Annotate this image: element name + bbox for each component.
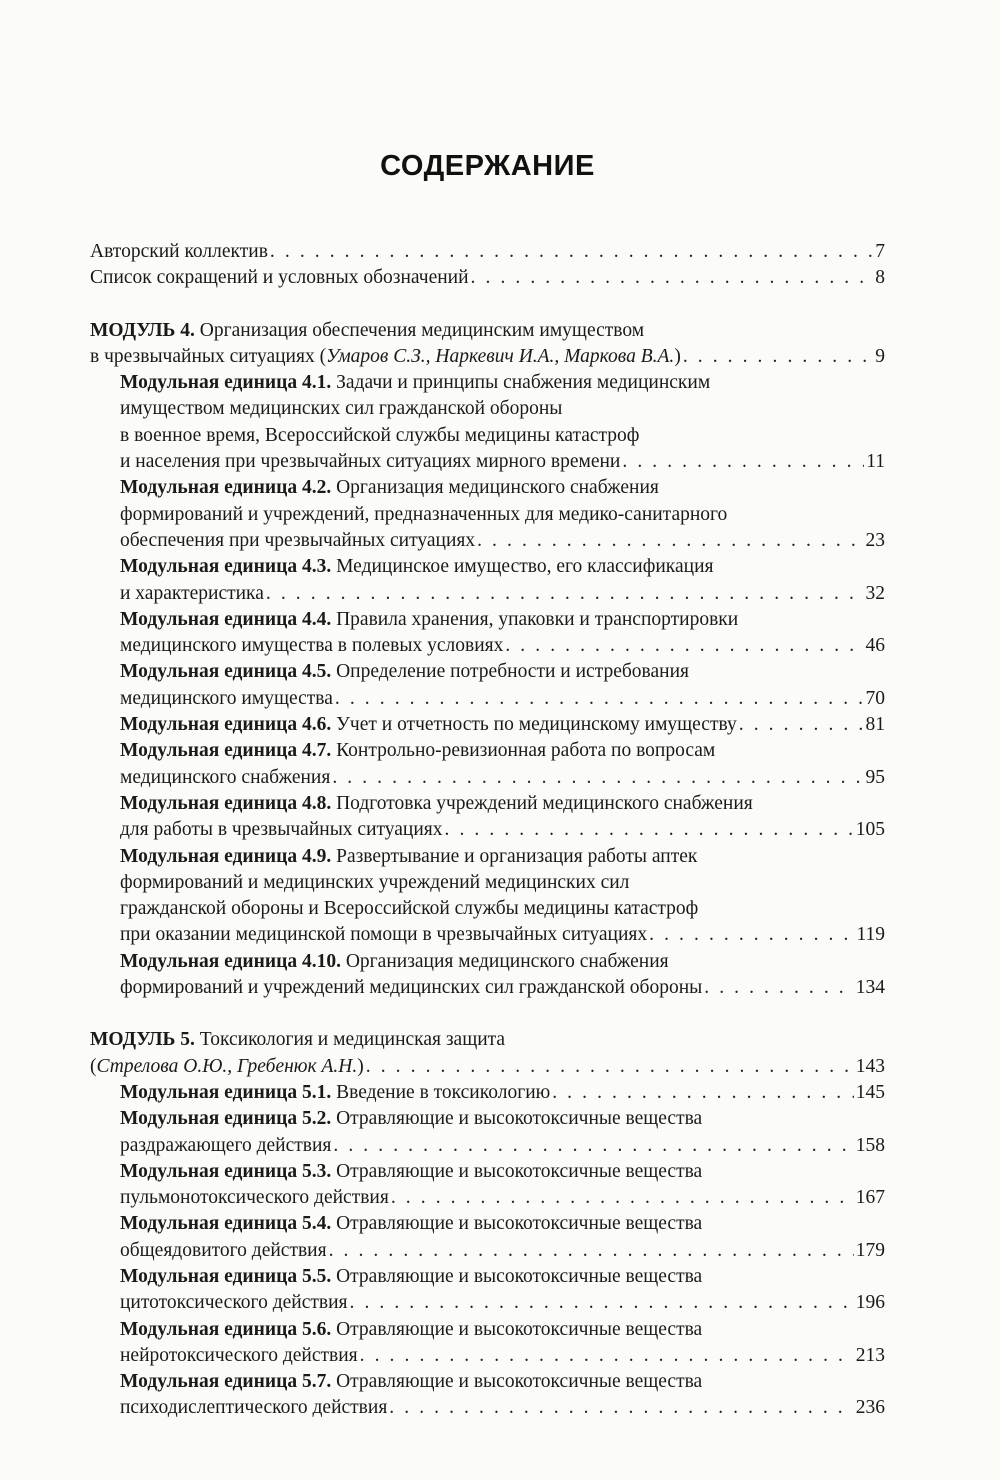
unit-line: пульмонотоксического действия . . . 167	[120, 1185, 885, 1211]
unit-line: при оказании медицинской помощи в чрезвычайных ситуациях . . . 119	[120, 922, 885, 948]
page-number[interactable]: 11	[866, 451, 885, 473]
unit-line: медицинского имущества в полевых условиях . . . 46	[120, 633, 885, 659]
dot-leader	[739, 712, 864, 738]
dot-leader	[389, 1395, 853, 1421]
page-number[interactable]: 143	[855, 1055, 885, 1077]
unit-line: психодислептического действия . . . 236	[120, 1395, 885, 1421]
module-label: МОДУЛЬ 5.	[90, 1029, 195, 1051]
page-number[interactable]: 134	[855, 977, 885, 999]
unit-label: Модульная единица 4.7.	[120, 740, 332, 762]
unit-line: формирований и медицинских учреждений медицинских сил	[120, 871, 630, 893]
dot-leader	[329, 1238, 854, 1264]
unit-line: Модульная единица 4.5. Определение потребности и истребования	[120, 659, 885, 685]
toc-entry[interactable]	[90, 265, 885, 291]
unit-entry[interactable]	[90, 844, 885, 949]
unit-label: Модульная единица 4.1.	[120, 372, 332, 394]
unit-label: Модульная единица 5.3.	[120, 1160, 332, 1182]
page-number[interactable]: 179	[855, 1239, 885, 1261]
unit-line: Модульная единица 5.2. Отравляющие и высокотоксичные вещества	[120, 1106, 885, 1132]
unit-entry[interactable]	[90, 475, 885, 554]
unit-entry[interactable]	[90, 1369, 885, 1422]
toc-line: Список сокращений и условных обозначений . . . 8	[90, 265, 885, 291]
module-authors-line: в чрезвычайных ситуациях (Умаров С.З., Наркевич И.А., Маркова В.А.) . . . 9	[90, 344, 885, 370]
unit-entry[interactable]	[90, 607, 885, 660]
unit-line: Модульная единица 4.9. Развертывание и организация работы аптек	[120, 844, 885, 870]
page-number[interactable]: 81	[865, 714, 885, 736]
unit-line: обеспечения при чрезвычайных ситуациях . . . 23	[120, 528, 885, 554]
dot-leader	[266, 581, 864, 607]
module-authors: Умаров С.З., Наркевич И.А., Маркова В.А.	[326, 345, 675, 367]
unit-label: Модульная единица 4.8.	[120, 792, 332, 814]
unit-entry[interactable]	[90, 949, 885, 1002]
page-number[interactable]: 119	[856, 924, 885, 946]
unit-line: Модульная единица 5.3. Отравляющие и высокотоксичные вещества	[120, 1159, 885, 1185]
unit-line: Модульная единица 5.1. Введение в токсикологию . . . 145	[120, 1080, 885, 1106]
page-number[interactable]: 158	[855, 1134, 885, 1156]
unit-line: Модульная единица 4.6. Учет и отчетность по медицинскому имуществу . . . 81	[120, 712, 885, 738]
unit-line: раздражающего действия . . . 158	[120, 1133, 885, 1159]
unit-line: нейротоксического действия . . . 213	[120, 1343, 885, 1369]
unit-line: общеядовитого действия . . . 179	[120, 1238, 885, 1264]
dot-leader	[622, 449, 864, 475]
unit-entry[interactable]	[90, 659, 885, 712]
page-number[interactable]: 9	[875, 345, 885, 367]
unit-entry[interactable]	[90, 791, 885, 844]
page-number[interactable]: 213	[855, 1344, 885, 1366]
unit-line: Модульная единица 4.4. Правила хранения, упаковки и транспортировки	[120, 607, 885, 633]
dot-leader	[350, 1290, 854, 1316]
page-number[interactable]: 46	[865, 635, 885, 657]
unit-entry[interactable]	[90, 554, 885, 607]
unit-label: Модульная единица 5.6.	[120, 1318, 332, 1340]
unit-entry[interactable]	[90, 712, 885, 738]
toc-line: Авторский коллектив . . . 7	[90, 239, 885, 265]
table-of-contents	[90, 239, 885, 1422]
unit-label: Модульная единица 4.3.	[120, 556, 332, 578]
unit-line: и характеристика . . . 32	[120, 581, 885, 607]
unit-entry[interactable]	[90, 1211, 885, 1264]
unit-line: Модульная единица 4.7. Контрольно-ревизионная работа по вопросам	[120, 738, 885, 764]
module-authors: Стрелова О.Ю., Гребенюк А.Н.	[96, 1055, 358, 1077]
unit-line: Модульная единица 5.4. Отравляющие и высокотоксичные вещества	[120, 1211, 885, 1237]
dot-leader	[505, 633, 863, 659]
unit-entry[interactable]	[90, 370, 885, 475]
unit-entry[interactable]	[90, 1159, 885, 1212]
dot-leader	[649, 922, 854, 948]
unit-line: имуществом медицинских сил гражданской обороны	[120, 398, 563, 420]
dot-leader	[366, 1054, 854, 1080]
unit-line: в военное время, Всероссийской службы медицины катастроф	[120, 424, 640, 446]
module-label: МОДУЛЬ 4.	[90, 319, 195, 341]
unit-line: Модульная единица 5.5. Отравляющие и высокотоксичные вещества	[120, 1264, 885, 1290]
dot-leader	[270, 239, 873, 265]
unit-label: Модульная единица 4.2.	[120, 477, 332, 499]
unit-line: для работы в чрезвычайных ситуациях . . . 105	[120, 817, 885, 843]
module-authors-line: (Стрелова О.Ю., Гребенюк А.Н.) . . . 143	[90, 1054, 885, 1080]
unit-line: Модульная единица 5.6. Отравляющие и высокотоксичные вещества	[120, 1317, 885, 1343]
unit-label: Модульная единица 5.7.	[120, 1371, 332, 1393]
dot-leader	[332, 765, 863, 791]
unit-label: Модульная единица 5.5.	[120, 1265, 332, 1287]
dot-leader	[335, 686, 864, 712]
module-entry[interactable]	[90, 1027, 885, 1080]
dot-leader	[471, 265, 874, 291]
unit-label: Модульная единица 4.5.	[120, 661, 332, 683]
unit-line: Модульная единица 4.8. Подготовка учреждений медицинского снабжения	[120, 791, 885, 817]
unit-entry[interactable]	[90, 738, 885, 791]
page-number[interactable]: 7	[875, 241, 885, 262]
page-number[interactable]: 167	[855, 1187, 885, 1209]
unit-line: медицинского имущества . . . 70	[120, 686, 885, 712]
dot-leader	[704, 975, 854, 1001]
dot-leader	[333, 1133, 853, 1159]
unit-line: формирований и учреждений медицинских сил гражданской обороны . . . 134	[120, 975, 885, 1001]
page-number[interactable]: 32	[865, 582, 885, 604]
page-title: СОДЕРЖАНИЕ	[380, 150, 595, 182]
unit-line: Модульная единица 5.7. Отравляющие и высокотоксичные вещества	[120, 1369, 885, 1395]
toc-page	[90, 150, 885, 1422]
dot-leader	[391, 1185, 854, 1211]
unit-line: формирований и учреждений, предназначенных для медико-санитарного	[120, 503, 728, 525]
page-number[interactable]: 145	[855, 1081, 885, 1103]
unit-entry[interactable]	[90, 1264, 885, 1317]
dot-leader	[552, 1080, 854, 1106]
page-number[interactable]: 8	[875, 267, 885, 289]
unit-label: Модульная единица 4.10.	[120, 950, 341, 972]
unit-label: Модульная единица 5.1.	[120, 1081, 332, 1103]
unit-entry[interactable]	[90, 1106, 885, 1159]
module-entry[interactable]	[90, 318, 885, 371]
dot-leader	[477, 528, 863, 554]
page-number[interactable]: 236	[855, 1397, 885, 1419]
unit-line: и населения при чрезвычайных ситуациях мирного времени . . . 11	[120, 449, 885, 475]
page-number[interactable]: 105	[855, 819, 885, 841]
unit-label: Модульная единица 4.4.	[120, 608, 332, 630]
unit-line: Модульная единица 4.3. Медицинское имущество, его классификация	[120, 554, 885, 580]
unit-entry[interactable]	[90, 1317, 885, 1370]
unit-label: Модульная единица 4.6.	[120, 714, 332, 736]
page-number[interactable]: 70	[865, 687, 885, 709]
unit-label: Модульная единица 5.4.	[120, 1213, 332, 1235]
module-title-line: МОДУЛЬ 4. Организация обеспечения медицинским имуществом	[90, 318, 885, 344]
unit-line: Модульная единица 4.2. Организация медицинского снабжения	[120, 475, 885, 501]
unit-line: Модульная единица 4.1. Задачи и принципы снабжения медицинским	[120, 370, 885, 396]
unit-line: медицинского снабжения . . . 95	[120, 765, 885, 791]
page-number[interactable]: 95	[865, 766, 885, 788]
unit-line: гражданской обороны и Всероссийской службы медицины катастроф	[120, 898, 699, 920]
unit-line: цитотоксического действия . . . 196	[120, 1290, 885, 1316]
dot-leader	[683, 344, 873, 370]
page-number[interactable]: 196	[855, 1292, 885, 1314]
module-title-line: МОДУЛЬ 5. Токсикология и медицинская защита	[90, 1027, 885, 1053]
dot-leader	[445, 817, 854, 843]
unit-entry[interactable]	[90, 1080, 885, 1106]
page-number[interactable]: 23	[865, 529, 885, 551]
toc-entry[interactable]	[90, 239, 885, 265]
dot-leader	[360, 1343, 854, 1369]
unit-line: Модульная единица 4.10. Организация медицинского снабжения	[120, 949, 885, 975]
unit-label: Модульная единица 4.9.	[120, 845, 332, 867]
unit-label: Модульная единица 5.2.	[120, 1108, 332, 1130]
